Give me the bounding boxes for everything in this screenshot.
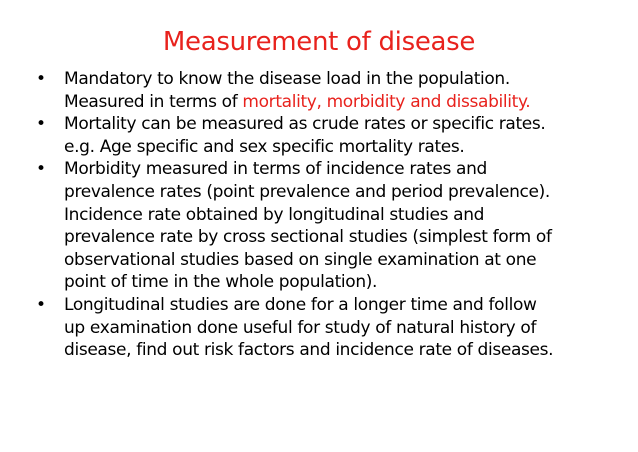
bullet-item-morbidity xyxy=(36,158,628,294)
bullet-text-line: point of time in the whole population). xyxy=(64,272,378,293)
bullet-text-line: observational studies based on single examination at one xyxy=(64,249,537,270)
bullet-item-load xyxy=(36,68,628,113)
bullet-dot-icon: • xyxy=(36,69,46,89)
bullet-text-line: up examination done useful for study of natural history of xyxy=(64,317,537,338)
slide-title: Measurement of disease xyxy=(162,27,476,57)
bullet-text-line: disease, find out risk factors and incidence rate of diseases. xyxy=(64,340,554,361)
bullet-text-line: prevalence rate by cross sectional studies (simplest form of xyxy=(64,227,552,248)
bullet-dot-icon: • xyxy=(36,114,46,135)
bullet-text-line: e.g. Age specific and sex specific mortality rates. xyxy=(64,136,465,157)
bullet-text-line: Mortality can be measured as crude rates or specific rates. xyxy=(64,114,546,135)
bullet-dot-icon: • xyxy=(36,159,46,180)
bullet-text-segment: Measured in terms of xyxy=(64,91,243,112)
bullet-item-mortality xyxy=(36,113,628,158)
bullet-text-line: prevalence rates (point prevalence and period prevalence). xyxy=(64,181,550,202)
bullet-list xyxy=(36,68,628,362)
highlighted-text: mortality, morbidity and dissability. xyxy=(242,91,531,112)
bullet-text-line: Mandatory to know the disease load in the population. xyxy=(64,69,510,89)
bullet-dot-icon: • xyxy=(36,294,46,315)
bullet-text-line: Incidence rate obtained by longitudinal studies and xyxy=(64,204,485,225)
bullet-text-line: Morbidity measured in terms of incidence rates and xyxy=(64,159,487,180)
bullet-item-longitudinal xyxy=(36,294,628,362)
bullet-text-line xyxy=(64,91,628,114)
bullet-text-line: Longitudinal studies are done for a longer time and follow xyxy=(64,294,537,315)
